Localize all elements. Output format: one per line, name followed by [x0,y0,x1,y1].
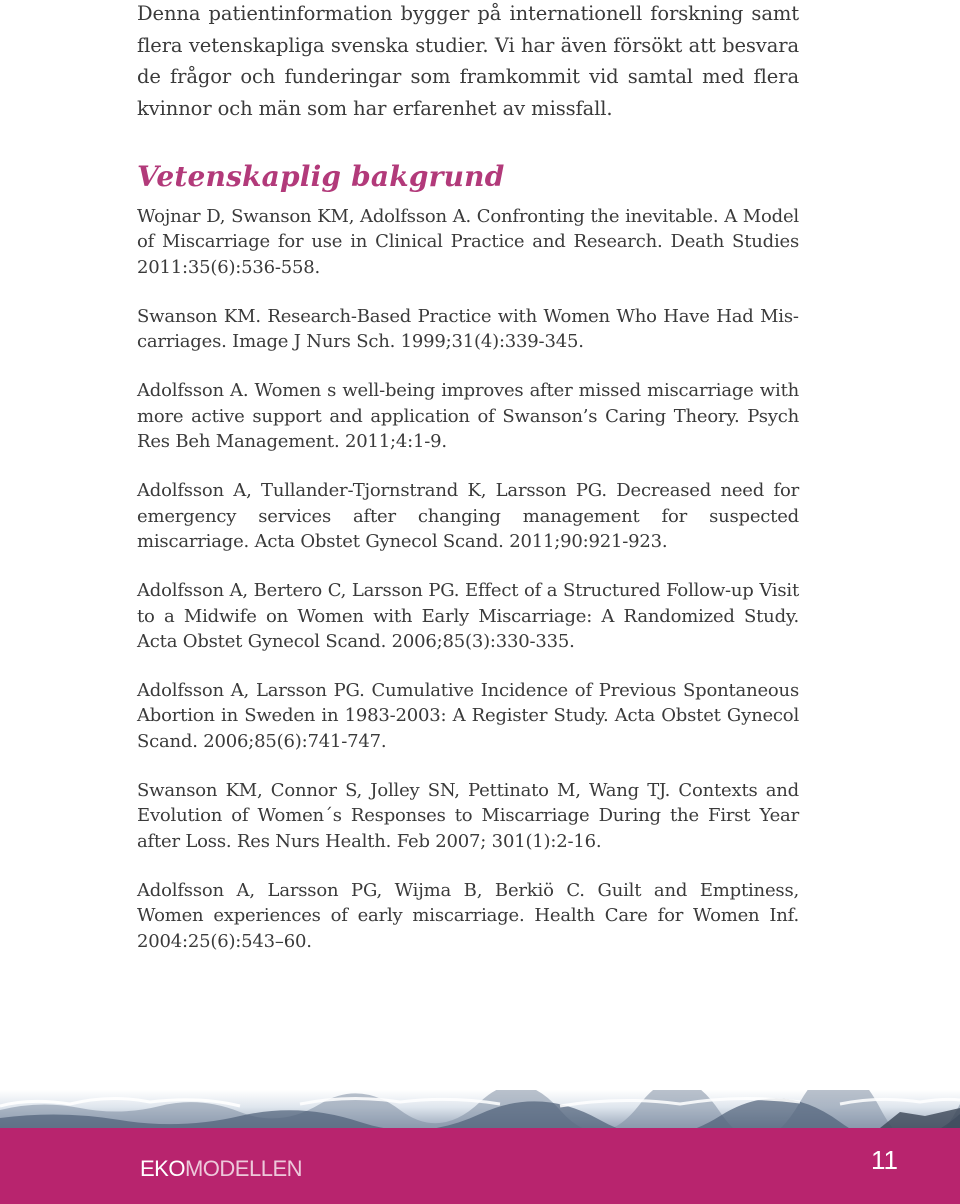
reference-item: Adolfsson A, Tullander-Tjornstrand K, Larsson PG. Decreased need for emergency services after changing management for suspected miscarriage. Acta Obstet Gynecol Scand. 2011;90:921-923. [137,480,799,552]
reference-item: Wojnar D, Swanson KM, Adolfsson A. Confronting the inevitable. A Model of Miscarriage for use in Clinical Practice and Research. Death Studies 2011:35(6):536-558. [137,206,799,278]
intro-paragraph: Denna patientinformation bygger på internationell forskning samt flera vetenskapliga svenska studier. Vi har även försökt att besvara de frågor och funderingar som framkommit vid samtal med flera kvinnor och män som har erfarenhet av missfall. [137,2,799,120]
reference-item: Adolfsson A, Larsson PG, Wijma B, Berkiö C. Guilt and Emptiness, Women experiences of early miscarriage. Health Care for Women Inf. 2004:25(6):543–60. [137,879,799,952]
footer-wave-image [0,1090,960,1128]
brand-logo-modellen: MODELLEN [184,1156,303,1181]
brand-logo-eko: EKO [140,1156,185,1181]
reference-list [137,204,799,954]
page-content [137,0,799,978]
reference-item: Swanson KM, Connor S, Jolley SN, Pettinato M, Wang TJ. Contexts and Evolution of Women´s Responses to Miscarriage During the First Year after Loss. Res Nurs Health. Feb 2007; 301(1):2-16. [137,780,799,852]
reference-item: Adolfsson A, Bertero C, Larsson PG. Effect of a Structured Follow-up Visit to a Midwife on Women with Early Miscarriage: A Randomized Study. Acta Obstet Gynecol Scand. 2006;85(3):330-335. [137,580,799,652]
reference-item: Adolfsson A, Larsson PG. Cumulative Incidence of Previous Spontaneous Abortion in Sweden in 1983-2003: A Register Study. Acta Obstet Gynecol Scand. 2006;85(6):741-747. [137,680,799,752]
page-number: 11 [871,1145,898,1175]
brand-logo [140,1157,302,1181]
section-heading: Vetenskaplig bakgrund [137,160,505,193]
reference-item: Swanson KM. Research-Based Practice with Women Who Have Had Miscarriages. Image J Nurs Sch. 1999;31(4):339-345. [137,305,799,353]
reference-item: Adolfsson A. Women s well-being improves after missed miscarriage with more active support and application of Swanson’s Caring Theory. Psych Res Beh Management. 2011;4:1-9. [137,380,799,453]
